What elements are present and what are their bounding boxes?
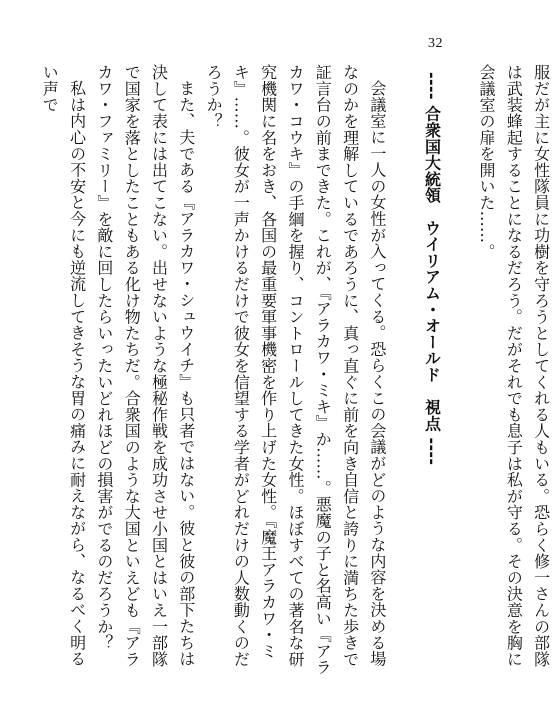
paragraph-continuation: 服だが主に女性隊員に功樹を守ろうとしてくれる人もいる。恐らく修一さんの部隊は武装蜂起することになるだろう。だがそれでも息子は私が守る。その決意を胸に会議室の扉を開いた……。 <box>477 64 551 668</box>
paragraph: 私は内心の不安と今にも逆流してきそうな胃の痛みに耐えながら、なるべく明るい声で <box>40 64 87 667</box>
body-text-column <box>36 64 551 676</box>
paragraph: 会議室に一人の女性が入ってくる。恐らくこの会議がどのような内容を決める場なのかを理解しているであろうに、真っ直ぐに前を向き自信と誇りに満ちた歩きで証言台の前まできた。これが、『アラカワ・ミキ』か……。悪魔の子と名高い『アラカワ・コウキ』の手綱を握り、コントロールしてきた女性。ほぼすべての著名な研究機関に名をおき、各国の最重要軍事機密を作り上げた女性。『魔王アラカワ・ミキ』……。彼女が一声かけるだけで彼女を信望する学者がどれだけの人数動くのだろうか？ <box>204 64 387 676</box>
vertical-text-block <box>36 64 555 676</box>
paragraph: また、夫である『アラカワ・シュウイチ』も只者ではない。彼と彼の部下たちは決して表には出てこない。出せないような極秘作戦を成功させ小国とはいえ一部隊で国家を落としたこともある化け物たちだ。合衆国のような大国といえども『アラカワ・ファミリー』を敵に回したらいったいどれほどの損害がでるのだろうか？ <box>94 64 196 668</box>
section-heading: ---- 合衆国大統領 ウイリアム・オールド 視点 ---- <box>422 72 442 466</box>
page-number: 32 <box>428 36 443 51</box>
